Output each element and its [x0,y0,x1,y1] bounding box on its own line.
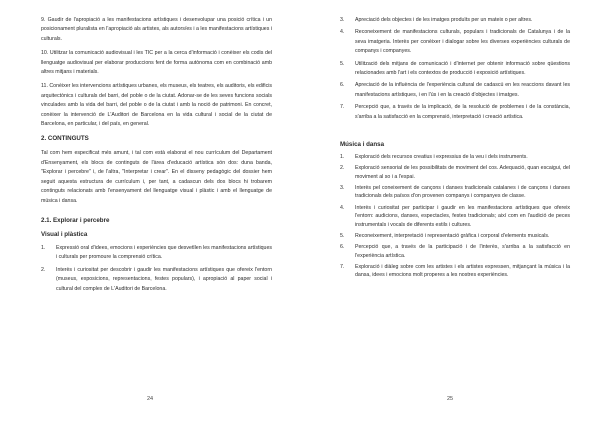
paragraph-continguts-intro: Tal com hem especificat més amunt, i tal com està elaborat el nou currículum del Departament d'Ensenyament, els blocs de continguts de l'àrea d'educació artística són dos: duna banda, "Explorar i percebre" i, de l'altra, "Interpretar i crear". En el disseny pedagògic del dossier hem seguit aquesta estructura de currículum i, per tant, a cadascun dels dos blocs hi trobarem continguts relacionats amb l'ensenyament del llenguatge visual i plàstic i amb el llenguatge de música i dansa. [41,150,272,204]
list-text: Reconeixement de manifestacions culturals, populars i tradicionals de Catalunya i de la seva imatgeria. Interès per conèixer i dialogar sobre les diverses experiències culturals de companys i companyes. [355,29,570,55]
list-text: Expressió oral d'idees, emocions i experiències que desvetllen les manifestacions artístiques i culturals per promoure la comprensió crítica. [56,244,272,261]
list-number: 6. [340,243,345,250]
page-number: 25 [446,396,454,402]
list-item [340,263,570,280]
list-item [340,153,570,162]
list-item [340,232,570,241]
list-text: Apreciació dels objectes i de les imatges produïts per un mateix o per altres. [355,17,533,23]
section-heading-continguts: 2. CONTINGUTS [41,135,89,143]
page-number: 24 [146,396,154,402]
list-number: 5. [340,60,345,67]
list-item [340,28,570,56]
list-number: 1. [340,154,345,161]
list-item [340,184,570,201]
subheading-explorar-percebre: 2.1. Explorar i percebre [41,216,110,224]
list-text: Exploració sensorial de les possibilitats de moviment del cos. Adequació, quan escaigui, del moviment al so i a l'espai. [355,165,570,180]
list-item [340,16,570,25]
list-number: 4. [340,204,345,211]
list-number: 7. [340,263,345,270]
paragraph-objective-10: 10. Utilitzar la comunicació audiovisual i les TIC per a la cerca d'informació i conèixer els codis del llenguatge audiovisual per elaborar produccions fent de forma autònoma com en combinació amb altres mitjans i materials. [41,50,272,76]
list-item [340,204,570,230]
list-item [340,103,570,122]
list-number: 3. [340,184,345,191]
musica-dansa-list [340,153,570,280]
list-item [41,266,272,294]
list-item [41,244,272,263]
list-item [340,60,570,79]
visual-plastica-list [41,244,272,294]
subheading-visual-plastica: Visual i plàstica [41,230,88,238]
list-number: 6. [340,82,345,89]
list-item [340,81,570,100]
list-text: Percepció que, a través de la implicació, de la resolució de problemes i de la constància, s'arriba a la satisfacció en la comprensió, interpretació i creació artística. [355,104,570,120]
list-text: Apreciació de la influència de l'experiència cultural de cadascú en les reaccions davant les manifestacions artístiques, i en l'ús i en la creació d'objectes i imatges. [355,82,570,98]
list-text: Exploració i diàleg sobre com les artistes i els artistes expressen, mitjançant la música i la dansa, idees i emocions molt properes a les nostres experiències. [355,263,570,279]
list-text: Percepció que, a través de la participació i de l'interès, s'arriba a la satisfacció en l'experiència artística. [355,243,570,259]
paragraph-objective-11: 11. Conèixer les intervencions artístiques urbanes, els museus, els teatres, els auditoris, els edificis arquitectònics i culturals del barri, del poble o de la ciutat. Adonar-se de les seves funcions socials vinculades amb la vida del barri, del poble o de la ciutat i amb la noció de patrimoni. En concret, conèixer la intervenció de L'Auditori de Barcelona en la vida cultural i social de la ciutat de Barcelona, en particular, i del país, en general. [41,83,272,128]
list-number: 3. [340,17,345,23]
list-text: Reconeixement, interpretació i representació gràfica i corporal d'elements musicals. [355,232,550,239]
list-item [340,164,570,181]
list-text: Utilització dels mitjans de comunicació i d'internet per obtenir informació sobre qüestions relacionades amb l'art i els contextos de producció i exposició artístiques. [355,60,570,77]
list-text: Interès i curiositat per descobrir i gaudir les manifestacions artístiques que ofereix l'entorn (museus, exposicions, representacions, festes populars), i apropiació al paper social i cultural del complex de L'Auditori de Barcelona. [56,266,272,292]
list-number: 2. [340,165,345,172]
list-number: 4. [340,29,345,36]
list-number: 2. [41,266,46,273]
paragraph-objective-9: 9. Gaudir de l'apropiació a les manifestacions artístiques i desenvolupar una posició crítica i un posicionament pluralista en l'apropiació als artistes, als autors/es i a les manifestacions artístiques i culturals. [41,17,272,42]
right-page [300,0,600,424]
list-item [340,243,570,260]
list-number: 7. [340,104,345,111]
subheading-musica-dansa: Música i dansa [340,141,385,149]
list-text: Interès pel coneixement de cançons i danses tradicionals catalanes i de cançons i danses tradicionals dels països d'on provenen companys i companyes de classe. [355,184,570,200]
list-text: Exploració dels recursos creatius i expressius de la veu i dels instruments. [355,154,528,161]
list-text: Interès i curiositat per participar i gaudir en les manifestacions artístiques que ofereix l'entorn: audicions, danses, espectacles, festes tradicionals; així com en l'audició de peces instrumentals i vocals de diferents estils i cultures. [355,204,570,228]
list-number: 5. [340,232,345,239]
visual-plastica-list-continued [340,16,570,122]
list-number: 1. [41,244,46,251]
